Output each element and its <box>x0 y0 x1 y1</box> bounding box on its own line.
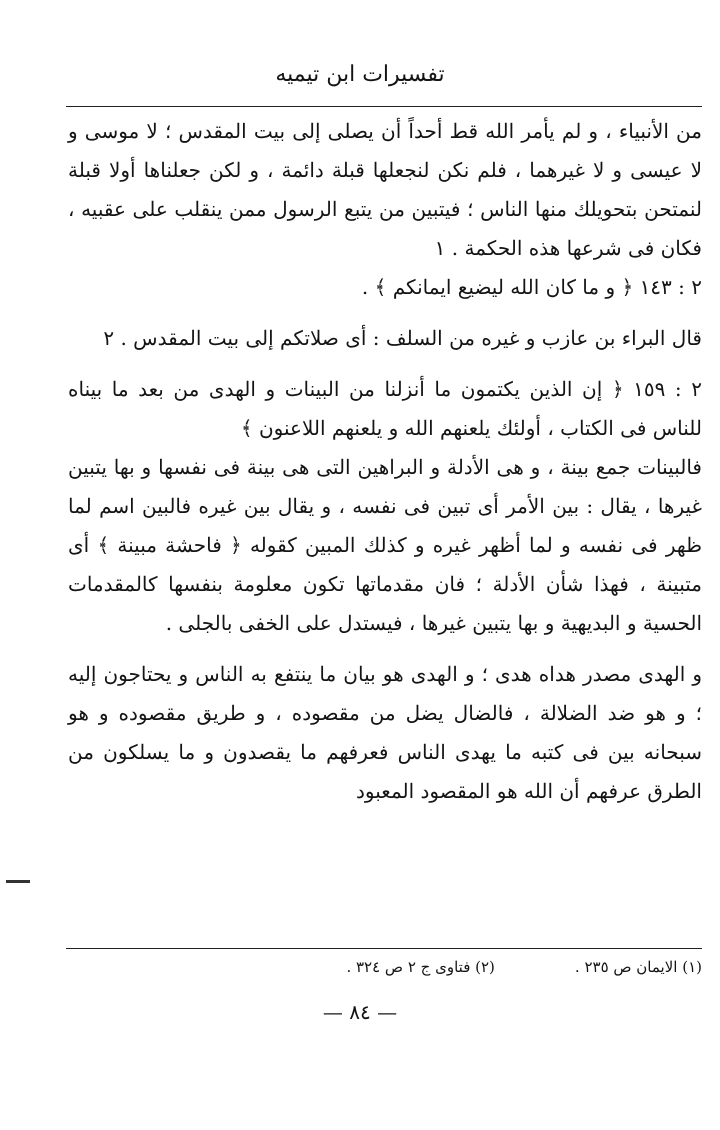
footnotes <box>68 958 702 976</box>
verse-heading: ٢ : ١٤٣ ﴿ و ما كان الله ليضيع ايمانكم ﴾ . <box>361 275 702 299</box>
margin-mark <box>6 880 30 883</box>
running-header: تفسيرات ابن تيميه <box>275 62 445 87</box>
verse-heading: ٢ : ١٥٩ ﴿ إن الذين يكتمون ما أنزلنا من البينات و الهدى من بعد ما بيناه للناس فى الكتاب ، أولئك يلعنهم الله و يلعنهم اللاعنون ﴾ <box>68 377 702 440</box>
paragraph: و الهدى مصدر هداه هدى ؛ و الهدى هو بيان ما ينتفع به الناس و يحتاجون إليه ؛ و هو ضد الضلالة ، فالضال يضل من مقصوده ، و طريق مقصوده و هو سبحانه بين فى كتبه ما يهدى الناس فعرفهم ما يقصدون و ما يسلكون من الطرق عرفهم أن الله هو المقصود المعبود <box>68 662 702 803</box>
body-text <box>68 112 702 811</box>
footnote: (٢) فتاوى ج ٢ ص ٣٢٤ . <box>346 958 495 976</box>
paragraph: قال البراء بن عازب و غيره من السلف : أى صلاتكم إلى بيت المقدس . ٢ <box>103 326 702 350</box>
paragraph: من الأنبياء ، و لم يأمر الله قط أحداً أن يصلى إلى بيت المقدس ؛ لا موسى و لا عيسى و لا غيرهما ، فلم نكن لنجعلها قبلة دائمة ، و لكن جعلناها أولا قبلة لنمتحن بتحويلك منها الناس ؛ فيتبين من يتبع الرسول ممن ينقلب على عقبيه ، فكان فى شرعها هذه الحكمة . ١ <box>68 119 702 260</box>
footnote-rule <box>66 948 702 949</box>
footnote: (١) الايمان ص ٢٣٥ . <box>574 958 702 976</box>
paragraph: فالبينات جمع بينة ، و هى الأدلة و البراهين التى هى بينة فى نفسها و بها يتبين غيرها ، يقال : بين الأمر أى تبين فى نفسه ، و يقال بين غيره فالبين اسم لما ظهر فى نفسه و لما أظهر غيره و كذلك المبين كقوله ﴿ فاحشة مبينة ﴾ أى متبينة ، فهذا شأن الأدلة ؛ فان مقدماتها تكون معلومة بنفسها كالمقدمات الحسية و البديهية و بها يتبين غيرها ، فيستدل على الخفى بالجلى . <box>68 455 702 635</box>
header-rule <box>66 106 702 107</box>
page-number: — ٨٤ — <box>322 1000 398 1024</box>
